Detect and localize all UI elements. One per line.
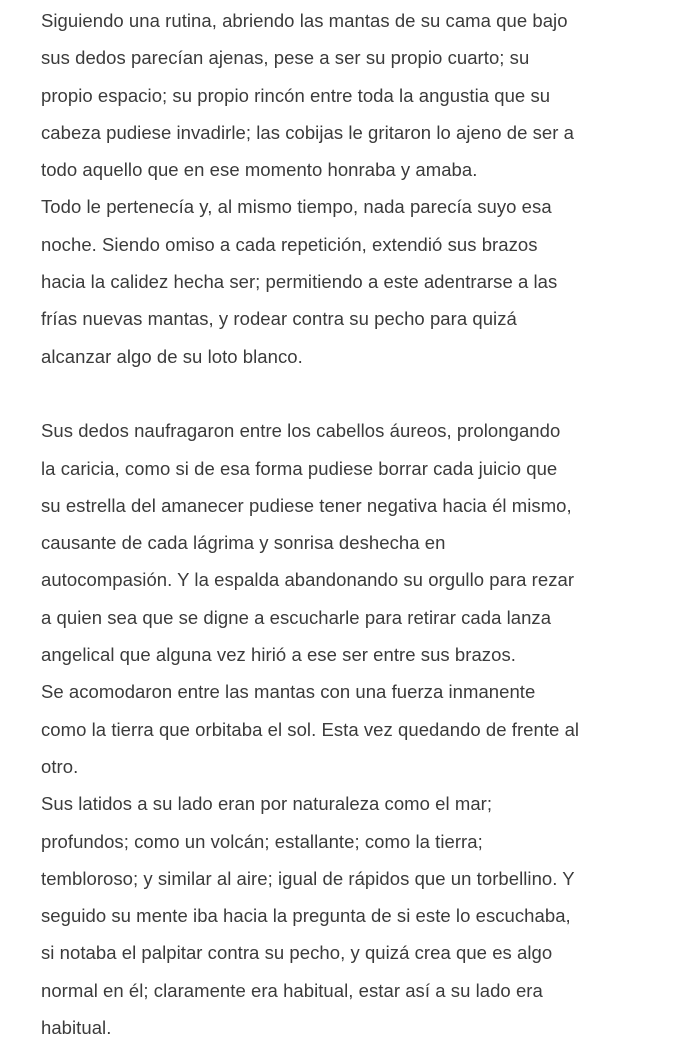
text-line: otro. [41, 755, 79, 777]
text-line: profundos; como un volcán; estallante; como la tierra; [41, 830, 483, 852]
blank-line [41, 375, 650, 412]
text-line: su estrella del amanecer pudiese tener negativa hacia él mismo, [41, 494, 572, 516]
text-line: frías nuevas mantas, y rodear contra su pecho para quizá [41, 308, 517, 330]
text-line: tembloroso; y similar al aire; igual de rápidos que un torbellino. Y [41, 867, 575, 889]
text-line: sus dedos parecían ajenas, pese a ser su propio cuarto; su [41, 47, 530, 69]
text-line: Sus latidos a su lado eran por naturaleza como el mar; [41, 793, 493, 815]
text-line: Sus dedos naufragaron entre los cabellos áureos, prolongando [41, 420, 561, 442]
text-line: a quien sea que se digne a escucharle para retirar cada lanza [41, 606, 552, 628]
text-line: Se acomodaron entre las mantas con una fuerza inmanente [41, 681, 536, 703]
text-line: Todo le pertenecía y, al mismo tiempo, nada parecía suyo esa [41, 196, 552, 218]
text-line: como la tierra que orbitaba el sol. Esta vez quedando de frente al [41, 718, 580, 740]
text-line: cabeza pudiese invadirle; las cobijas le gritaron lo ajeno de ser a [41, 121, 574, 143]
text-line: habitual. [41, 1017, 112, 1039]
text-line: autocompasión. Y la espalda abandonando su orgullo para rezar [41, 569, 575, 591]
text-line: la caricia, como si de esa forma pudiese borrar cada juicio que [41, 457, 558, 479]
text-line: normal en él; claramente era habitual, estar así a su lado era [41, 979, 543, 1001]
text-line: Siguiendo una rutina, abriendo las mantas de su cama que bajo [41, 10, 568, 31]
text-line: propio espacio; su propio rincón entre toda la angustia que su [41, 84, 551, 106]
text-line: todo aquello que en ese momento honraba y amaba. [41, 159, 478, 181]
text-line: causante de cada lágrima y sonrisa deshecha en [41, 532, 446, 554]
text-line: si notaba el palpitar contra su pecho, y quizá crea que es algo [41, 942, 553, 964]
text-line: angelical que alguna vez hirió a ese ser entre sus brazos. [41, 644, 516, 666]
text-line: alcanzar algo de su loto blanco. [41, 345, 303, 367]
text-line: noche. Siendo omiso a cada repetición, extendió sus brazos [41, 233, 538, 255]
text-line: seguido su mente iba hacia la pregunta de si este lo escuchaba, [41, 905, 571, 927]
text-line: hacia la calidez hecha ser; permitiendo a este adentrarse a las [41, 271, 558, 293]
